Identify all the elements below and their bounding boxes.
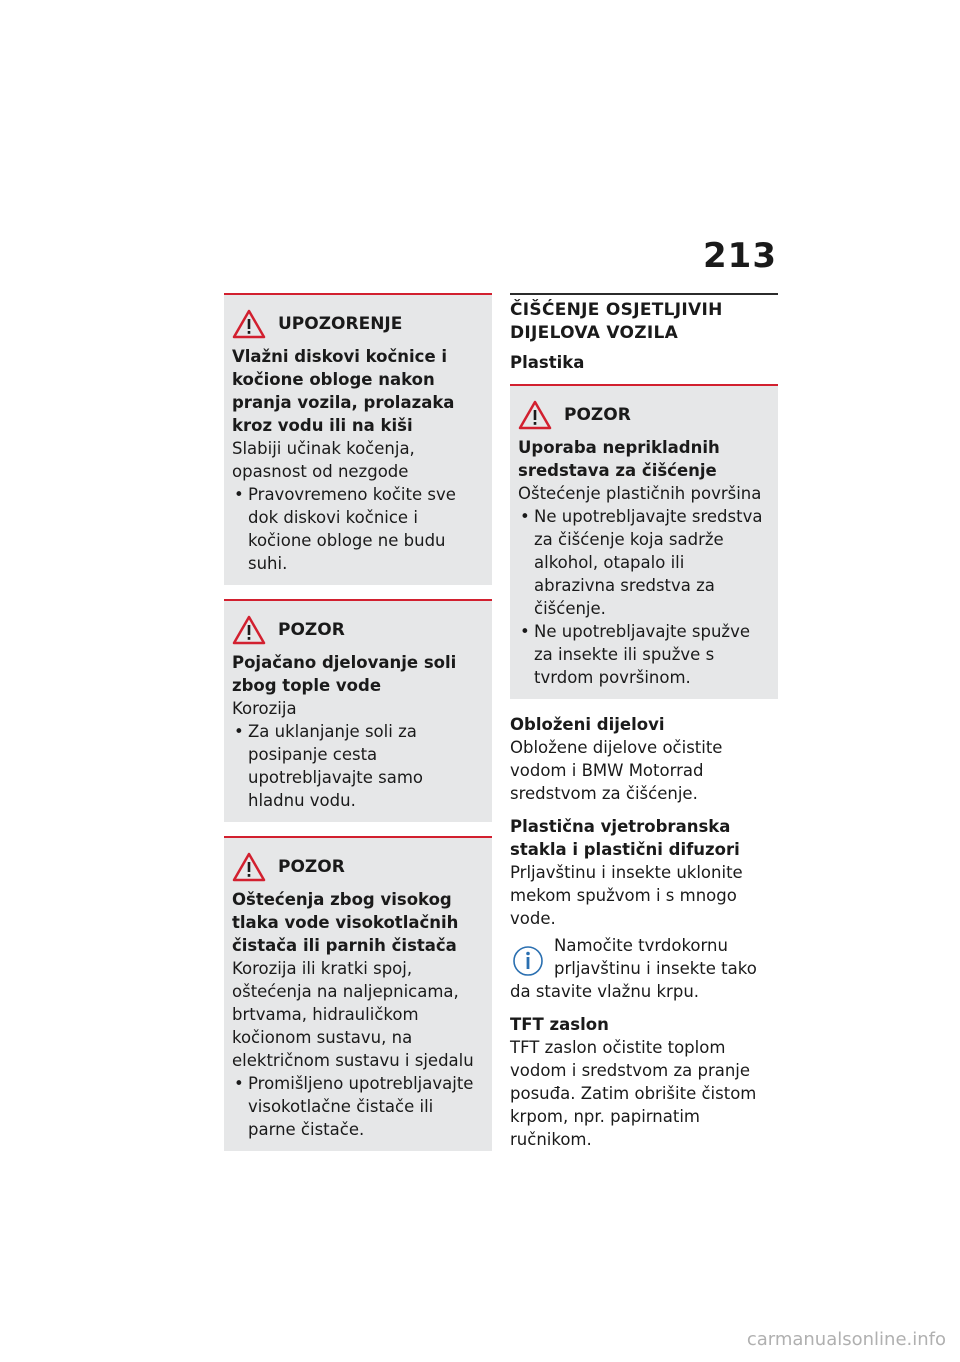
list-item: • Ne upotrebljavajte spužve za insekte ili spužve s tvrdom površinom. [518,620,770,689]
box-subtitle: Uporaba neprikladnih sredstava za čišćenje [518,438,720,480]
info-text: Namočite tvrdokornu prljavštinu i insekte tako da stavite vlažnu krpu. [510,936,757,1001]
list-item: • Ne upotrebljavajte sredstva za čišćenje koja sadrže alkohol, otapalo ili abrazivna sredstva za čišćenje. [518,505,770,620]
bullet-list [232,720,484,812]
warning-triangle-icon [232,309,266,339]
list-item: • Za uklanjanje soli za posipanje cesta upotrebljavajte samo hladnu vodu. [232,720,484,812]
list-item: • Promišljeno upotrebljavajte visokotlačne čistače ili parne čistače. [232,1072,484,1141]
left-column [224,293,492,1165]
box-label: POZOR [278,856,345,877]
subsection-title-windshield: Plastična vjetrobranska stakla i plastični difuzori [510,817,740,859]
box-risk: Oštećenje plastičnih površina [518,484,762,503]
subsection-title-coated: Obloženi dijelovi [510,715,665,734]
box-label: UPOZORENJE [278,313,403,334]
box-subtitle: Oštećenja zbog visokog tlaka vode visokotlačnih čistača ili parnih čistača [232,890,459,955]
warning-triangle-icon [232,615,266,645]
box-subtitle: Vlažni diskovi kočnice i kočione obloge nakon pranja vozila, prolazaka kroz vodu ili na kiši [232,347,455,435]
right-column [510,293,778,1161]
page-number: 213 [703,236,777,276]
box-subtitle: Pojačano djelovanje soli zbog tople vode [232,653,457,695]
watermark: carmanualsonline.info [746,1329,946,1350]
box-label: POZOR [564,404,631,425]
box-risk: Korozija ili kratki spoj, oštećenja na naljepnicama, brtvama, hidrauličkom kočionom sustavu, na električnom sustavu i sjedalu [232,959,474,1070]
list-item: • Pravovremeno kočite sve dok diskovi kočnice i kočione obloge ne budu suhi. [232,483,484,575]
box-risk: Korozija [232,699,297,718]
warning-triangle-icon [518,400,552,430]
bullet-list [232,483,484,575]
bullet-list [232,1072,484,1141]
caution-box-salt [224,599,492,822]
box-label: POZOR [278,619,345,640]
warning-triangle-icon [232,852,266,882]
paragraph-tft: TFT zaslon očistite toplom vodom i sredstvom za pranje posuđa. Zatim obrišite čistom krpom, npr. papirnatim ručnikom. [510,1038,757,1149]
caution-box-plastic [510,384,778,699]
bullet-list [518,505,770,689]
subsection-title-plastic: Plastika [510,353,585,372]
caution-box-pressure [224,836,492,1151]
info-note [510,934,778,1003]
paragraph-coated: Obložene dijelove očistite vodom i BMW Motorrad sredstvom za čišćenje. [510,738,723,803]
paragraph-windshield: Prljavštinu i insekte uklonite mekom spužvom i s mnogo vode. [510,863,743,928]
subsection-title-tft: TFT zaslon [510,1015,609,1034]
box-risk: Slabiji učinak kočenja, opasnost od nezgode [232,439,415,481]
section-title: ČIŠĆENJE OSJETLJIVIH DIJELOVA VOZILA [510,293,778,345]
info-icon [510,942,546,980]
warning-box-brakes [224,293,492,585]
